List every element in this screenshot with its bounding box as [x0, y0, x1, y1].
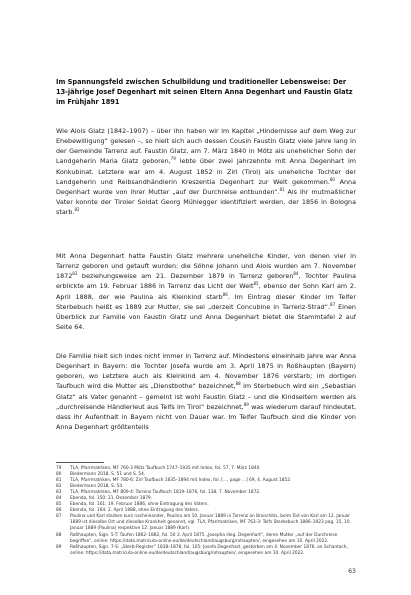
footnote-ref: 84 — [293, 271, 299, 277]
page-number: 63 — [348, 568, 356, 575]
footnote-ref: 81 — [279, 186, 285, 192]
paragraph-text: im Sterbebuch wird ein „Sebastian Glatz“ als Vater genannt – gemeint ist wohl Faustin Glatz – und die Kindseltern werden als „durchreisende Händlerleut aus Telfs im Tirol“ bezeichnet, — [56, 382, 356, 411]
footnote-divider — [56, 462, 104, 463]
footnote-ref: 79 — [170, 156, 176, 162]
footnote-text: Paulina und Karl starben kurz nacheinander, Paulina am 10. Januar 1889 in Tarrenz an Bronchitis, beim Tod von Karl am 12. Januar 1889 ist dieselbe Ort und dieselbe Krankheit genannt, vgl. TLA, Pfarrmatriken, MF 763-3: Telfs Sterbebuch 1886–1923 pag. 15, 10. Januar 1889 (Paulina) respektive 12. Januar 1889 (Karl). — [70, 514, 351, 532]
footnote-number: 82 — [56, 484, 62, 490]
paragraph-text: , ebenso der Sohn Karl am 2. April 1888, der wie Paulina als Kleinkind starb — [56, 282, 356, 301]
footnote-number: 80 — [56, 472, 62, 478]
body-paragraph-1 — [56, 126, 356, 217]
body-paragraph-3 — [56, 351, 356, 432]
footnotes-list — [56, 466, 356, 557]
body-paragraph-2 — [56, 251, 356, 332]
footnote-ref: 80 — [329, 176, 335, 182]
footnote-ref: 85 — [253, 281, 259, 287]
paragraph-text: was wiederum darauf hindeutet, dass ihr Aufenthalt in Bayern nicht von Dauer war. Im Telfer Taufbuch sind die Kinder von Anna Degenhart größtenteils — [56, 402, 356, 432]
footnote-ref: 88 — [235, 381, 241, 387]
footnote-text: Ebenda, fol. 164: 2. April 1888, ohne Eintragung des Vaters. — [70, 508, 200, 514]
paragraph-text: Die Familie hielt sich indes nicht immer in Tarrenz auf. Mindestens eineinhalb Jahre war Anna Degenhart in Bayern: die Tochter Josefa wurde am 3. April 1875 in Roßhaupten (Bayern) geboren, wo Letztere auch als Kleinkind am 4. November 1876 verstarb; im dortigen Taufbuch wird die Mutter als „Dienstbothe“ bezeichnet, — [56, 352, 356, 391]
paragraph-text: . Im Eintrag dieser Kinder im Telfer Sterbebuch heißt es 1889 zur Mutter, sie sei „derzeit Concubine in Tarrenz-Strad“. — [56, 292, 356, 311]
paragraph-text: Als ihr mutmaßlicher Vater konnte der Tiroler Soldat Georg Mühlegger identifiziert werden, der 1856 in Bologna starb. — [56, 187, 357, 217]
paragraph-text: beziehungsweise am 21. Dezember 1879 in Tarrenz geboren — [77, 272, 294, 281]
footnote-text: Biedermann 2018, S. 51 und S. 54. — [70, 472, 146, 478]
footnote-text: Roßhaupten, Sign. 5-T: Taufen 1862–1882, fol. 50 3. April 1875 „Josepha illeg. Degenhart“, deren Mutter „auf der Durchreise begriffen“, online: https://data.matricula-online.eu/de/deutschland/augsburg/rohaupten/, eingesehen am 10. April 2022. — [70, 532, 338, 544]
paragraph-text: Einen Überblick zur Familie von Faustin Glatz und Anna Degenhart bietet die Stammtafel 2 auf Seite 64. — [56, 302, 356, 332]
footnote-text: TLA, Pfarrmatriken, MF 760-3 Mötz Taufbuch 1747–1935 mit Index, fol. 57, 7. März 1840. — [70, 466, 261, 471]
footnote — [56, 514, 356, 532]
paragraph-text: , Tochter Paulina erblickte am 19. Februar 1886 in Tarrenz das Licht der Welt — [56, 272, 357, 291]
paragraph-text: Wie Alois Glatz (1842–1907) – über ihn haben wir im Kapitel „Hindernisse auf dem Weg zur Ehebewilligung“ gelesen –, so hielt sich auch dessen Cousin Faustin Glatz viele Jahre lang in der Gemeinde Tarrenz auf. Faustin Glatz, am 7. März 1840 in Mötz als unehelicher Sohn der Landgeherin Maria Glatz geboren, — [56, 127, 356, 166]
paragraph-text: Anna Degenhart wurde von ihrer Mutter „auf der Durchreise entbunden“. — [56, 177, 357, 196]
footnote-text: Biedermann 2018, S. 54. — [70, 484, 124, 490]
footnote-number: 81 — [56, 478, 62, 484]
paragraph-text: Mit Anna Degenhart hatte Faustin Glatz mehrere uneheliche Kinder, von denen vier in Tarrenz geboren und getauft wurden: die Söhne Johann und Alois wurden am 7. November 1872 — [56, 252, 356, 281]
footnote-number: 89 — [56, 544, 62, 550]
footnote-text: TLA, Pfarrmatriken, MF 809-4: Tarrenz Taufbuch 1819–1876, fol. 138, 7. November 1872. — [70, 490, 261, 496]
footnote-number: 87 — [56, 514, 62, 520]
footnote-ref: 86 — [222, 291, 228, 297]
footnote-number: 86 — [56, 508, 62, 514]
footnote-text: Ebenda, fol. 161: 19. Februar 1886, ohne Eintragung des Vaters. — [70, 502, 209, 508]
footnote-ref: 82 — [74, 207, 80, 213]
footnote-ref: 89 — [243, 401, 249, 407]
footnote-number: 79 — [56, 466, 62, 471]
footnote-text: Ebenda, fol. 150: 21. Dezember 1879. — [70, 496, 153, 502]
footnote-ref: 83 — [72, 271, 78, 277]
footnote-text: TLA, Pfarrmatriken, MF 780-6: Zirl Taufbuch 1835–1894 mit Index, fol. [..., page ...] 69, 4. August 1852. — [70, 478, 292, 484]
footnote-number: 88 — [56, 532, 62, 538]
footnote-number: 83 — [56, 490, 62, 496]
footnote-text: Roßhaupten, Sign. 7-S: „Sterb-Register“ 1838–1878, fol. 105: Josefa Degenhart, gestorben am 4. November 1876, an Schantach, online: https://data.matricula-online.eu/de/deutschland/augsburg/rohaupten/, eingesehen am 10. April 2022. — [70, 544, 348, 556]
section-heading: Im Spannungsfeld zwischen Schulbildung und traditioneller Lebensweise: Der 13-jährige Josef Degenhart mit seinen Eltern Anna Degenhart und Faustin Glatz im Frühjahr 1891 — [56, 78, 353, 107]
footnote — [56, 533, 356, 545]
footnote-number: 85 — [56, 502, 62, 508]
footnote — [56, 545, 356, 557]
footnote-ref: 87 — [330, 301, 336, 307]
footnote-number: 84 — [56, 496, 62, 502]
paragraph-text: lebte über zwei Jahrzehnte mit Anna Degenhart im Konkubinat. Letztere war am 4. August 1852 in Zirl (Tirol) als uneheliche Tochter der Landgeherin und Reibsandhändlerin Kreszentia Degenhart zur Welt gekommen. — [56, 157, 356, 186]
